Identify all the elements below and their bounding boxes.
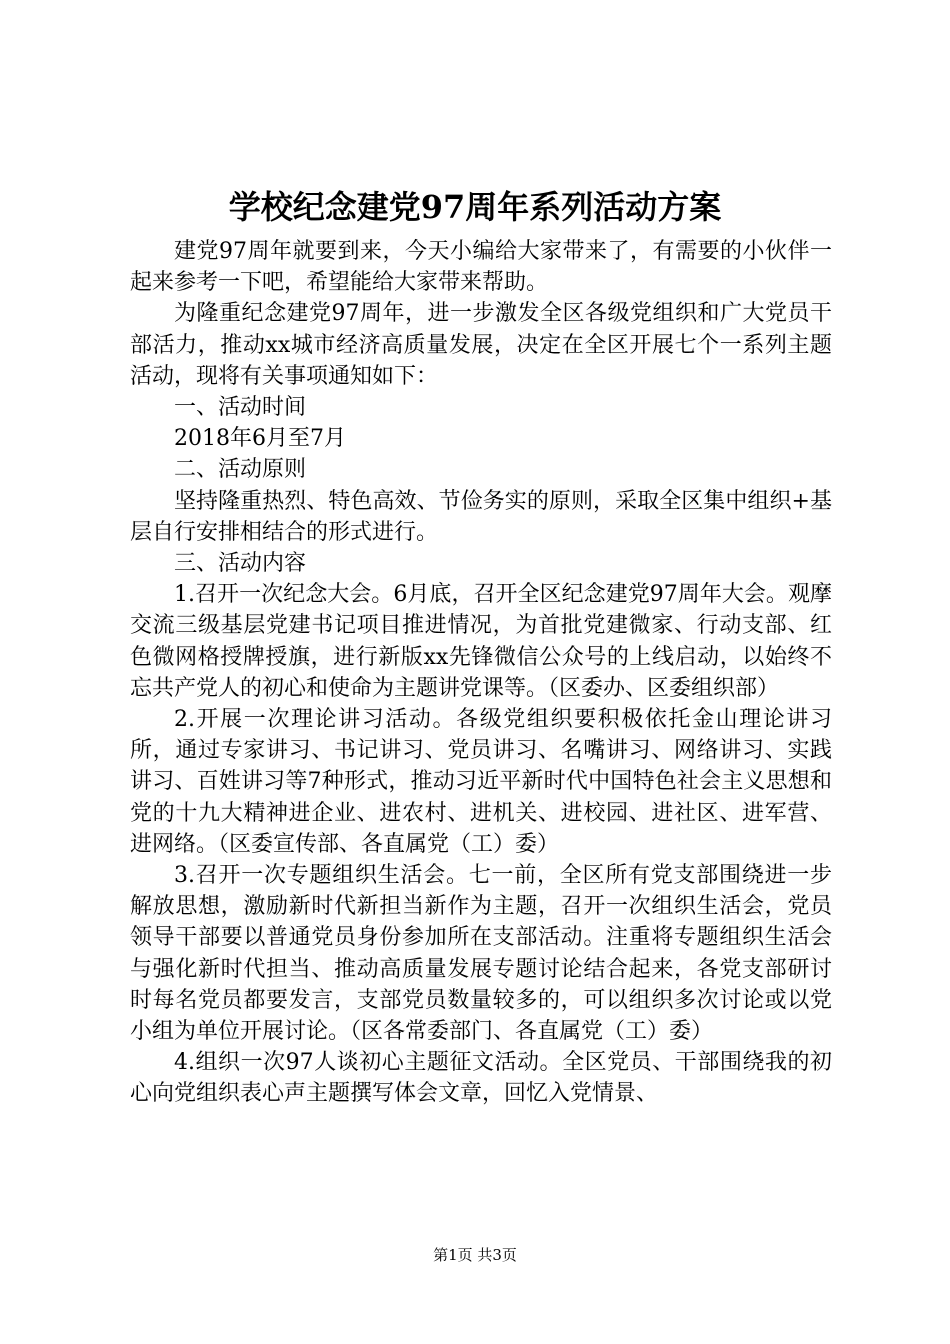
principle-paragraph: 坚持隆重热烈、特色高效、节俭务实的原则，采取全区集中组织+基层自行安排相结合的形式进行。 <box>130 488 832 545</box>
document-body <box>130 236 832 1110</box>
page-footer: 第1页 共3页 <box>433 1246 517 1264</box>
section-heading-content: 三、活动内容 <box>174 551 307 577</box>
content-item-1: 1.召开一次纪念大会。6月底，召开全区纪念建党97周年大会。观摩交流三级基层党建书记项目推进情况，为首批党建微家、行动支部、红色微网格授牌授旗，进行新版xx先锋微信公众号的上线启动，以始终不忘共产党人的初心和使命为主题讲党课等。（区委办、区委组织部） <box>130 582 832 701</box>
section-heading-principle: 二、活动原则 <box>174 457 307 483</box>
section-heading-time: 一、活动时间 <box>174 395 307 421</box>
purpose-paragraph: 为隆重纪念建党97周年，进一步激发全区各级党组织和广大党员干部活力，推动xx城市经济高质量发展，决定在全区开展七个一系列主题活动，现将有关事项通知如下： <box>130 301 832 389</box>
document-title: 学校纪念建党97周年系列活动方案 <box>228 188 722 226</box>
intro-paragraph: 建党97周年就要到来，今天小编给大家带来了，有需要的小伙伴一起来参考一下吧，希望能给大家带来帮助。 <box>130 239 832 296</box>
content-item-2: 2.开展一次理论讲习活动。各级党组织要积极依托金山理论讲习所，通过专家讲习、书记讲习、党员讲习、名嘴讲习、网络讲习、实践讲习、百姓讲习等7种形式，推动习近平新时代中国特色社会主义思想和党的十九大精神进企业、进农村、进机关、进校园、进社区、进军营、进网络。（区委宣传部、各直属党（工）委） <box>130 707 832 857</box>
content-item-4: 4.组织一次97人谈初心主题征文活动。全区党员、干部围绕我的初心向党组织表心声主题撰写体会文章，回忆入党情景、 <box>130 1050 832 1107</box>
content-item-3: 3.召开一次专题组织生活会。七一前，全区所有党支部围绕进一步解放思想，激励新时代新担当新作为主题，召开一次组织生活会，党员领导干部要以普通党员身份参加所在支部活动。注重将专题组织生活会与强化新时代担当、推动高质量发展专题讨论结合起来，各党支部研讨时每名党员都要发言，支部党员数量较多的，可以组织多次讨论或以党小组为单位开展讨论。（区各常委部门、各直属党（工）委） <box>130 863 832 1045</box>
activity-time-text: 2018年6月至7月 <box>174 426 346 452</box>
